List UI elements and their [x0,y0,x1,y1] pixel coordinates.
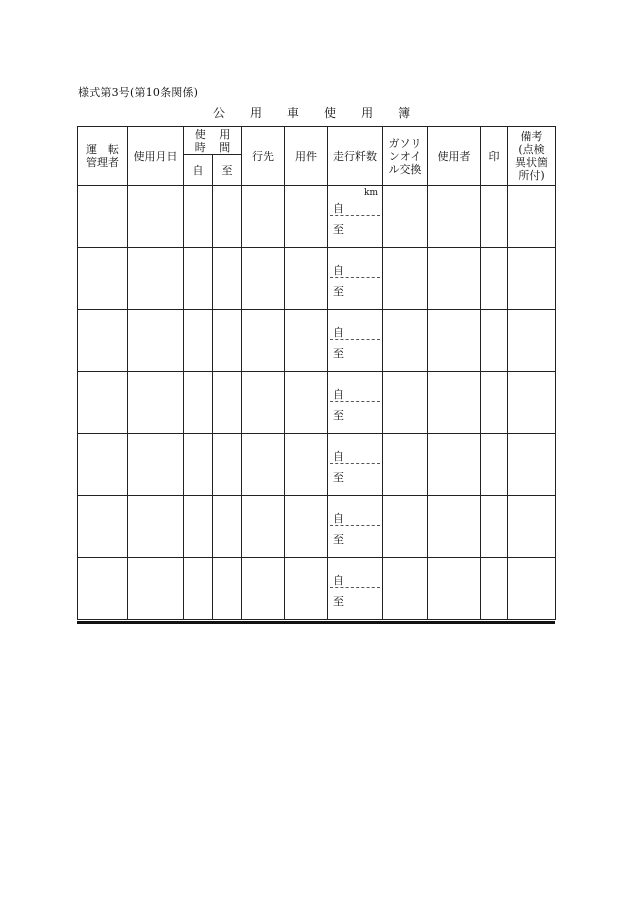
user-cell[interactable] [428,558,481,620]
date-cell[interactable] [128,310,184,372]
header-time-char: 使 [194,127,206,141]
header-distance: 走行粁数 [328,127,383,186]
header-manager-line2: 管理者 [86,156,119,169]
date-cell[interactable] [128,496,184,558]
table-row [78,248,556,310]
purpose-cell[interactable] [285,496,328,558]
seal-cell[interactable] [481,372,508,434]
time-from-cell[interactable] [184,310,213,372]
time-to-cell[interactable] [213,434,242,496]
distance-from-label: 自 [333,326,344,339]
manager-cell[interactable] [78,186,128,248]
title-char: 簿 [398,106,411,120]
time-from-cell[interactable] [184,248,213,310]
user-cell[interactable] [428,372,481,434]
fuel-cell[interactable] [383,558,428,620]
seal-cell[interactable] [481,496,508,558]
remarks-cell[interactable] [508,372,556,434]
time-to-cell[interactable] [213,310,242,372]
time-to-cell[interactable] [213,496,242,558]
remarks-cell[interactable] [508,186,556,248]
title-char: 用 [361,106,374,120]
header-manager-line1: 運転 [86,143,130,156]
header-fuel-oil [383,127,428,186]
distance-unit: km [364,188,378,198]
remarks-cell[interactable] [508,248,556,310]
header-remarks [508,127,556,186]
distance-from-label: 自 [333,450,344,463]
time-to-cell[interactable] [213,372,242,434]
header-purpose: 用件 [285,127,328,186]
destination-cell[interactable] [242,558,285,620]
date-cell[interactable] [128,186,184,248]
distance-to-label: 至 [333,223,344,236]
manager-cell[interactable] [78,496,128,558]
bottom-rule [77,621,555,624]
time-from-cell[interactable] [184,496,213,558]
destination-cell[interactable] [242,496,285,558]
header-manager [78,127,128,186]
remarks-cell[interactable] [508,558,556,620]
distance-from-label: 自 [333,202,344,215]
header-time-char: 時 [194,140,206,154]
date-cell[interactable] [128,434,184,496]
purpose-cell[interactable] [285,434,328,496]
vehicle-log-table [77,126,556,620]
distance-divider [330,401,380,402]
header-time-char: 用 [219,127,231,141]
table-row [78,372,556,434]
table-row [78,186,556,248]
distance-divider [330,339,380,340]
time-from-cell[interactable] [184,434,213,496]
distance-cell[interactable] [328,248,383,310]
header-fuel-line2: ンオイ [388,149,422,163]
time-to-cell[interactable] [213,248,242,310]
date-cell[interactable] [128,372,184,434]
purpose-cell[interactable] [285,558,328,620]
distance-to-label: 至 [333,471,344,484]
header-time-from: 自 [184,155,213,186]
distance-cell[interactable] [328,496,383,558]
distance-from-label: 自 [333,388,344,401]
table-row [78,310,556,372]
distance-divider [330,587,380,588]
table-row [78,496,556,558]
distance-cell[interactable] [328,372,383,434]
fuel-cell[interactable] [383,248,428,310]
seal-cell[interactable] [481,248,508,310]
fuel-cell[interactable] [383,434,428,496]
distance-to-label: 至 [333,347,344,360]
header-time-char: 間 [219,140,231,154]
distance-divider [330,215,380,216]
table-row [78,434,556,496]
distance-to-label: 至 [333,533,344,546]
time-from-cell[interactable] [184,372,213,434]
user-cell[interactable] [428,186,481,248]
distance-cell[interactable] [328,310,383,372]
user-cell[interactable] [428,434,481,496]
header-seal: 印 [481,127,508,186]
distance-to-label: 至 [333,285,344,298]
distance-to-label: 至 [333,409,344,422]
destination-cell[interactable] [242,248,285,310]
fuel-cell[interactable] [383,496,428,558]
fuel-cell[interactable] [383,310,428,372]
destination-cell[interactable] [242,434,285,496]
manager-cell[interactable] [78,558,128,620]
purpose-cell[interactable] [285,248,328,310]
purpose-cell[interactable] [285,310,328,372]
seal-cell[interactable] [481,558,508,620]
header-time-to: 至 [213,155,242,186]
distance-divider [330,463,380,464]
header-fuel-line3: ル交換 [388,162,422,176]
destination-cell[interactable] [242,186,285,248]
purpose-cell[interactable] [285,372,328,434]
time-from-cell[interactable] [184,186,213,248]
distance-from-label: 自 [333,574,344,587]
table-row [78,558,556,620]
purpose-cell[interactable] [285,186,328,248]
page-title [213,104,435,121]
fuel-cell[interactable] [383,186,428,248]
date-cell[interactable] [128,558,184,620]
manager-cell[interactable] [78,248,128,310]
header-user: 使用者 [428,127,481,186]
header-remarks-line3: 異状箇 [515,156,548,169]
header-remarks-line4: 所付) [518,169,545,182]
destination-cell[interactable] [242,372,285,434]
title-char: 用 [250,106,263,120]
distance-cell[interactable] [328,434,383,496]
remarks-cell[interactable] [508,310,556,372]
remarks-cell[interactable] [508,496,556,558]
title-char: 使 [324,106,337,120]
form-number: 様式第3号(第10条関係) [78,86,199,99]
manager-cell[interactable] [78,434,128,496]
date-cell[interactable] [128,248,184,310]
distance-from-label: 自 [333,264,344,277]
title-char: 公 [213,106,226,120]
header-destination: 行先 [242,127,285,186]
distance-from-label: 自 [333,512,344,525]
distance-cell[interactable] [328,558,383,620]
header-fuel-line1: ガソリ [388,136,422,150]
distance-divider [330,277,380,278]
distance-to-label: 至 [333,595,344,608]
header-remarks-line2: (点検 [518,143,545,156]
time-to-cell[interactable] [213,186,242,248]
manager-cell[interactable] [78,310,128,372]
user-cell[interactable] [428,496,481,558]
distance-divider [330,525,380,526]
user-cell[interactable] [428,248,481,310]
destination-cell[interactable] [242,310,285,372]
header-usage-time [184,127,242,155]
seal-cell[interactable] [481,434,508,496]
time-to-cell[interactable] [213,558,242,620]
header-remarks-line1: 備考 [520,130,543,143]
manager-cell[interactable] [78,372,128,434]
distance-cell[interactable] [328,186,383,248]
seal-cell[interactable] [481,310,508,372]
title-char: 車 [287,106,300,120]
fuel-cell[interactable] [383,372,428,434]
header-date: 使用月日 [128,127,184,186]
time-from-cell[interactable] [184,558,213,620]
user-cell[interactable] [428,310,481,372]
remarks-cell[interactable] [508,434,556,496]
seal-cell[interactable] [481,186,508,248]
